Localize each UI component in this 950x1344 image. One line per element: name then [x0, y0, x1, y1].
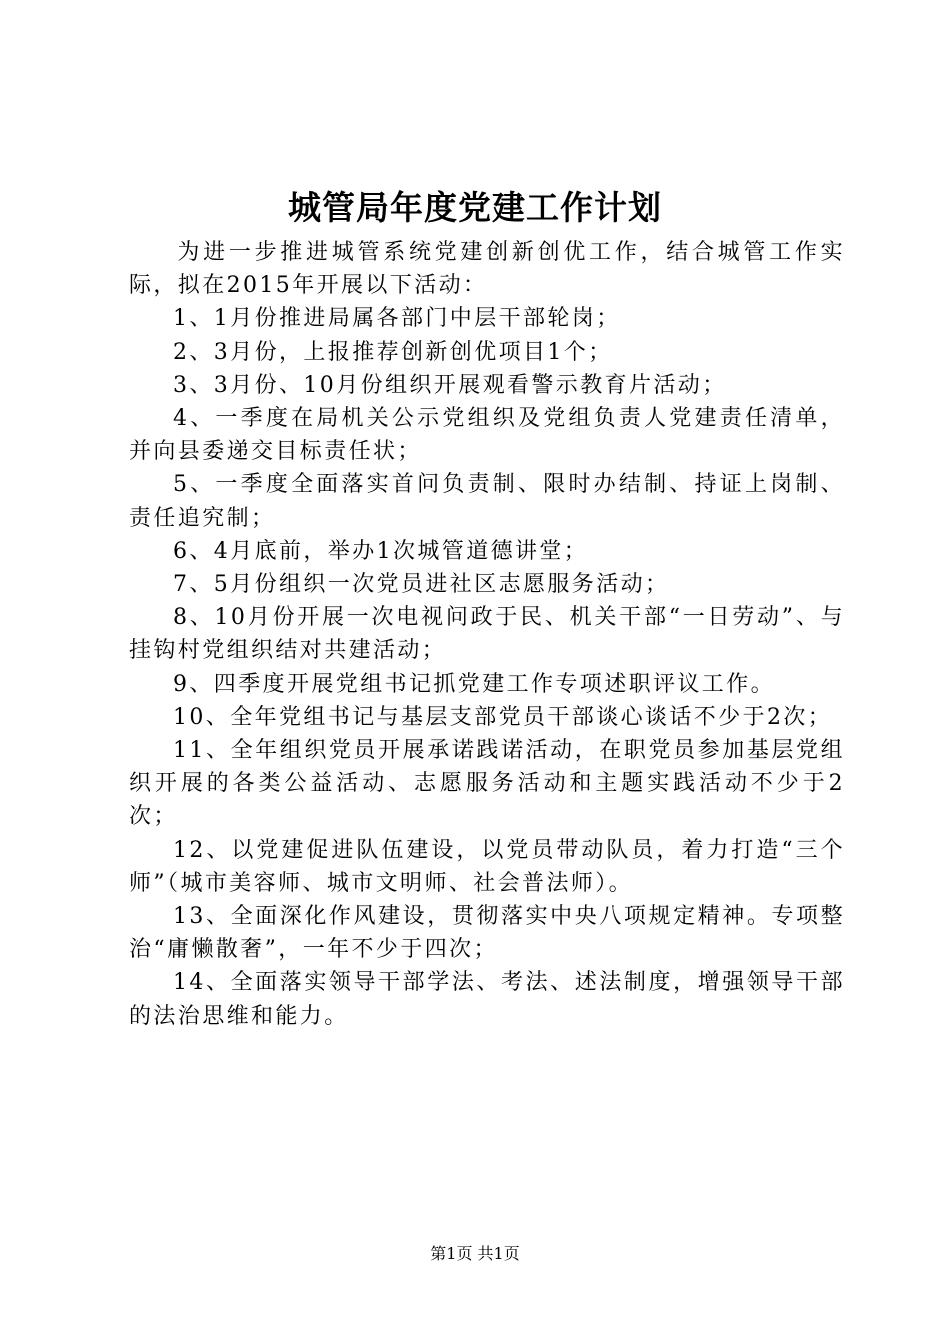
- plan-item-14: 14、全面落实领导干部学法、考法、述法制度，增强领导干部的法治思维和能力。: [129, 970, 845, 1029]
- plan-item-5: 5、一季度全面落实首问负责制、限时办结制、持证上岗制、责任追究制；: [129, 472, 845, 531]
- document-title: 城管局年度党建工作计划: [288, 188, 662, 227]
- plan-item-10: 10、全年党组书记与基层支部党员干部谈心谈话不少于2次；: [173, 704, 833, 730]
- plan-item-4: 4、一季度在局机关公示党组织及党组负责人党建责任清单，并向县委递交目标责任状；: [129, 406, 845, 465]
- plan-item-12: 12、以党建促进队伍建设，以党员带动队员，着力打造“三个师”（城市美容师、城市文明师、社会普法师）。: [129, 837, 845, 896]
- plan-item-8: 8、10月份开展一次电视问政于民、机关干部“一日劳动”、与挂钩村党组织结对共建活动；: [129, 605, 845, 664]
- plan-item-7: 7、5月份组织一次党员进社区志愿服务活动；: [173, 572, 670, 598]
- plan-item-3: 3、3月份、10月份组织开展观看警示教育片活动；: [173, 372, 727, 398]
- intro-paragraph: 为进一步推进城管系统党建创新创优工作，结合城管工作实际，拟在2015年开展以下活动：: [129, 240, 845, 299]
- plan-item-13: 13、全面深化作风建设，贯彻落实中央八项规定精神。专项整治“庸懒散奢”，一年不少于四次；: [129, 904, 845, 963]
- plan-item-11: 11、全年组织党员开展承诺践诺活动，在职党员参加基层党组织开展的各类公益活动、志愿服务活动和主题实践活动不少于2次；: [129, 738, 845, 830]
- plan-item-9: 9、四季度开展党组书记抓党建工作专项述职评议工作。: [173, 671, 775, 697]
- document-body: [129, 236, 845, 1033]
- plan-item-6: 6、4月底前，举办1次城管道德讲堂；: [173, 538, 589, 564]
- page-footer: 第1页 共1页: [430, 1244, 520, 1263]
- plan-item-2: 2、3月份，上报推荐创新创优项目1个；: [173, 339, 613, 365]
- plan-item-1: 1、1月份推进局属各部门中层干部轮岗；: [173, 306, 621, 332]
